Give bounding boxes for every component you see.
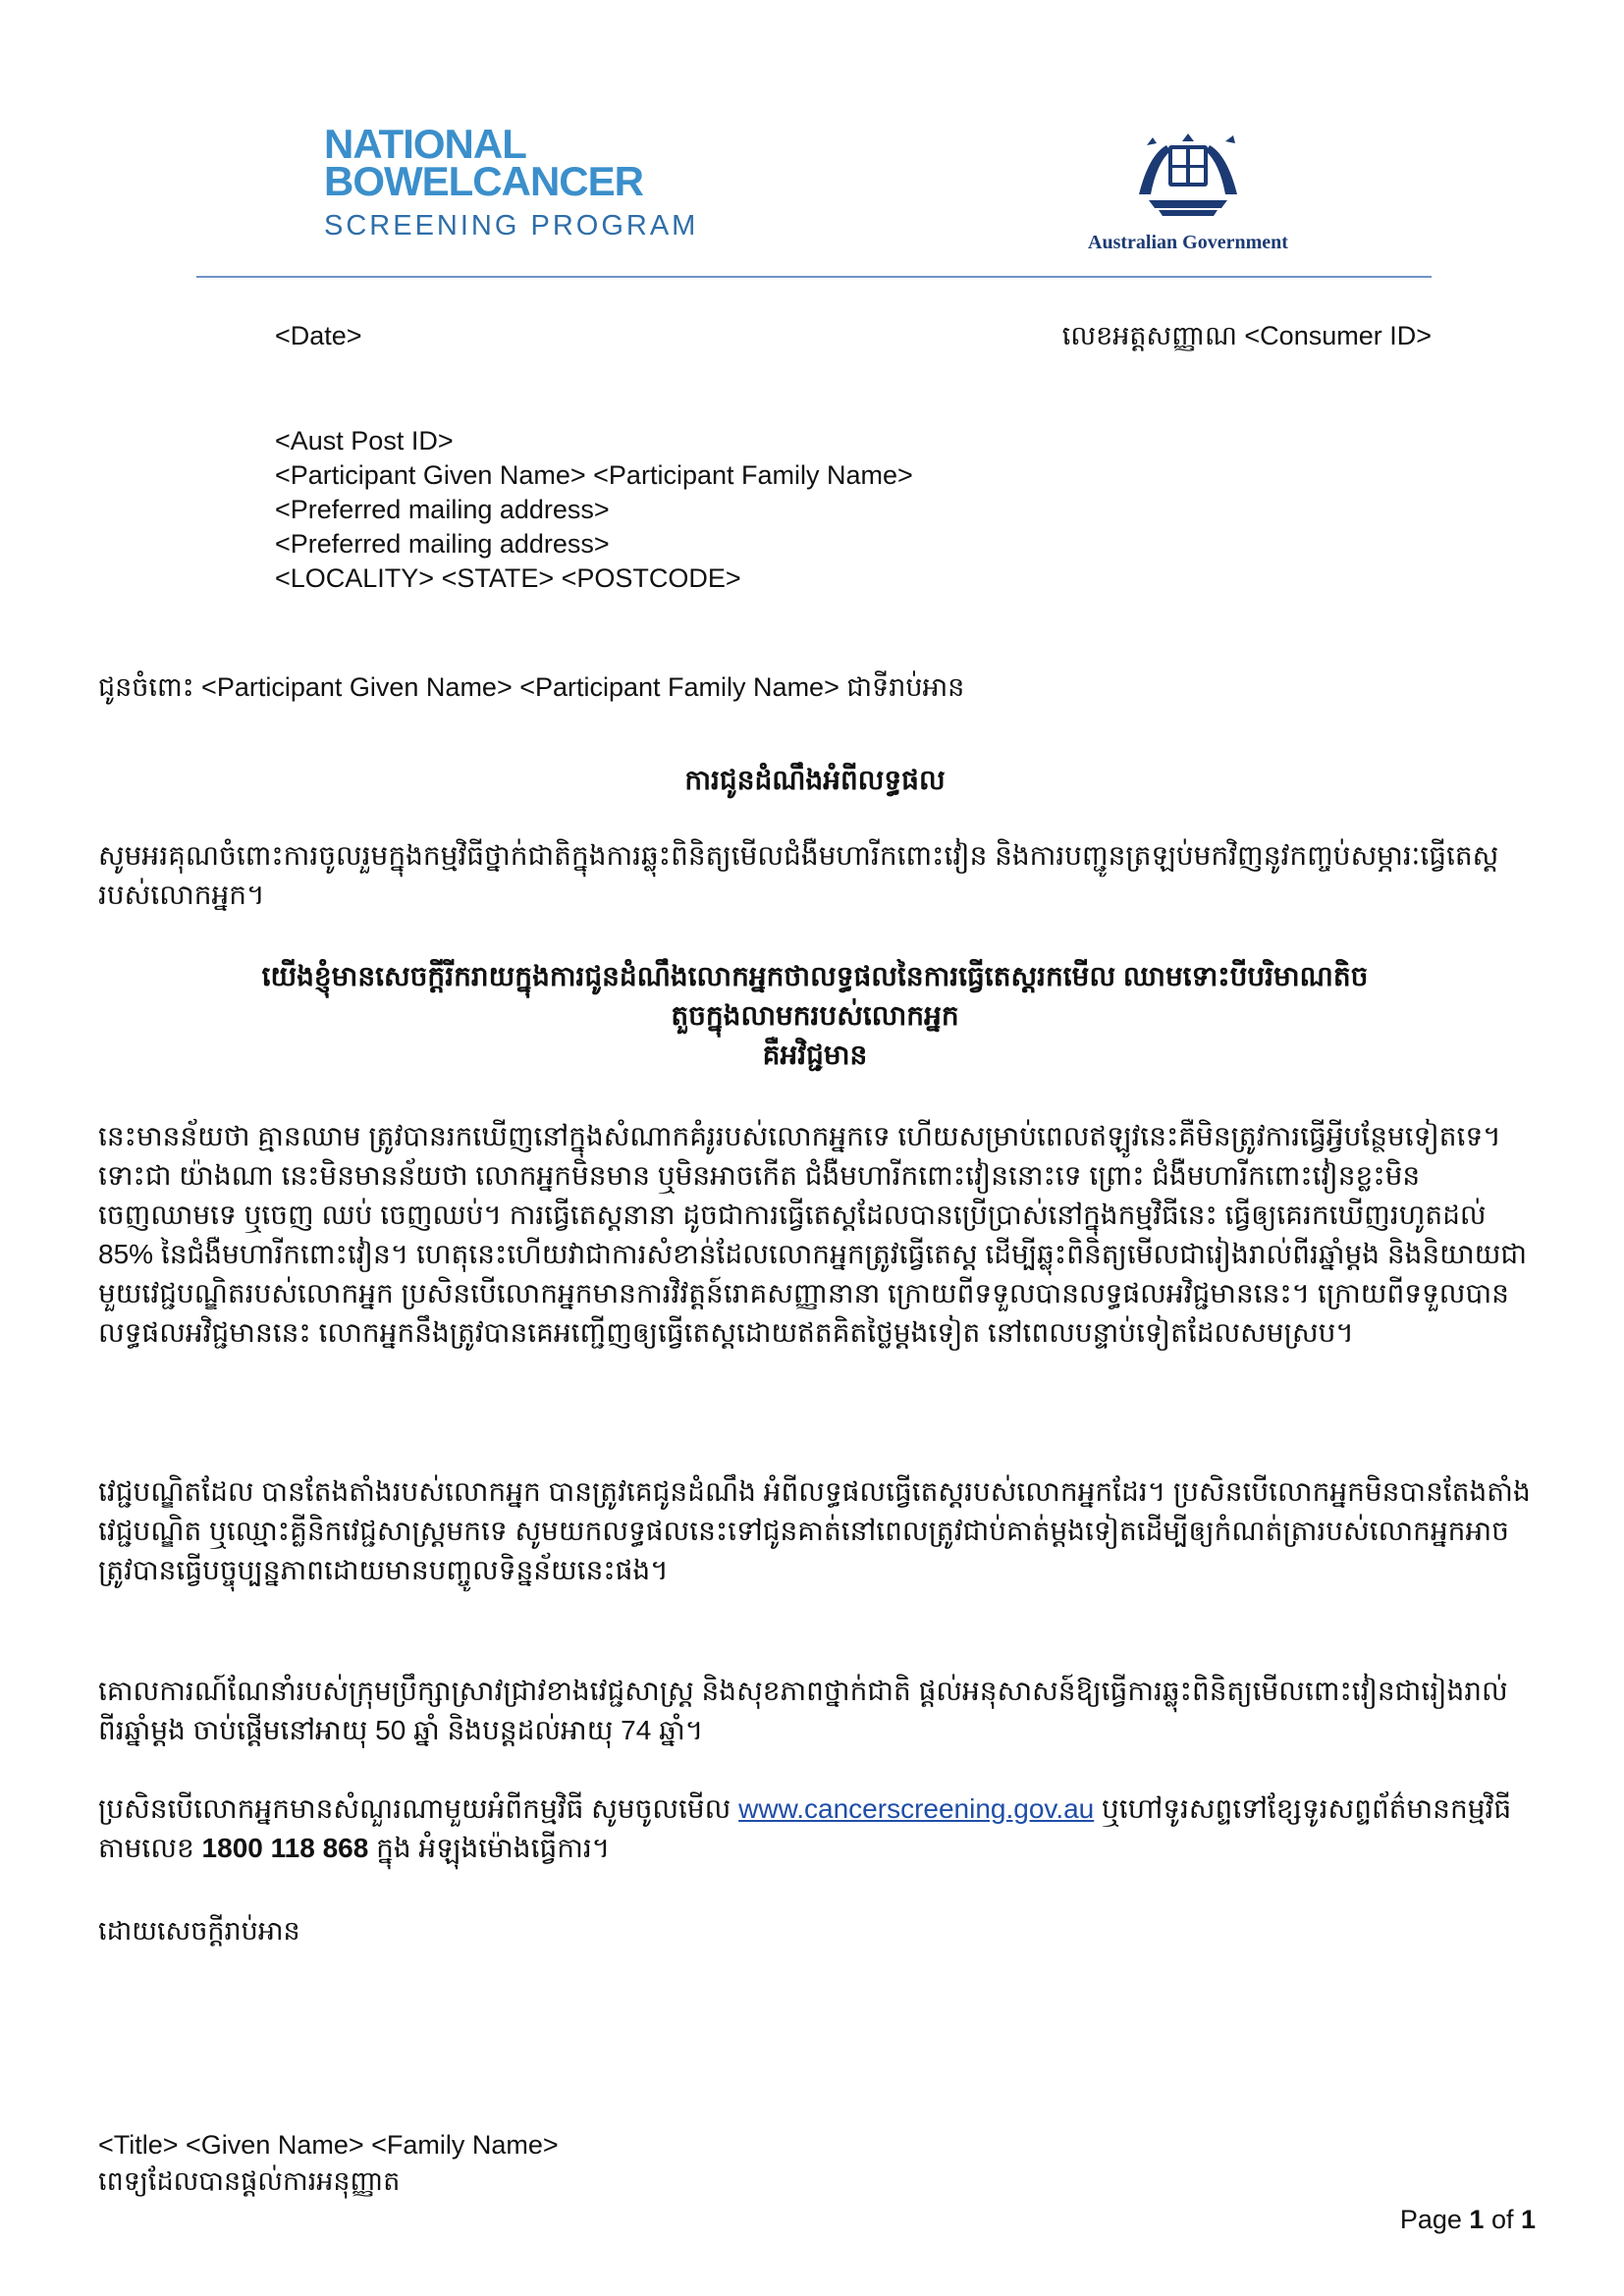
address-line: <Preferred mailing address> <box>275 495 610 524</box>
consumer-id: លេខអត្តសញ្ញាណ <Consumer ID> <box>1061 321 1432 350</box>
phone-number: 1800 118 868 <box>201 1833 369 1863</box>
result-explanation-paragraph: នេះមានន័យថា គ្មានឈាម ត្រូវបានរកឃើញនៅក្នុងសំណាកគំរូរបស់លោកអ្នកទេ ហើយសម្រាប់ពេលឥឡូវនេះគឺមិនត្រូវការធ្វើអ្វីបន្ថែមទៀតទេ។ ទោះជា យ៉ាងណា នេះមិនមានន័យថា លោកអ្នកមិនមាន ឬមិនអាចកើត ជំងឺមហារីកពោះវៀននោះទេ ព្រោះ ជំងឺមហារីកពោះវៀនខ្លះមិនចេញឈាមទេ ឬចេញ ឈប់ ចេញឈប់។ ការធ្វើតេស្តនានា ដូចជាការធ្វើតេស្តដែលបានប្រើប្រាស់នៅក្នុងកម្មវិធីនេះ ធ្វើឲ្យគេរកឃើញរហូតដល់ 85% នៃជំងឺមហារីកពោះវៀន។ ហេតុនេះហើយវាជាការសំខាន់ដែលលោកអ្នកត្រូវធ្វើតេស្ត ដើម្បីឆ្លុះពិនិត្យមើលជារៀងរាល់ពីរឆ្នាំម្តង និងនិយាយជាមួយវេជ្ជបណ្ឌិតរបស់លោកអ្នក ប្រសិនបើលោកអ្នកមានការវិវត្តន៍រោគសញ្ញានានា ក្រោយពីទទួលបានលទ្ធផលអវិជ្ជមាននេះ។ ក្រោយពីទទួលបានលទ្ធផលអវិជ្ជមាននេះ លោកអ្នកនឹងត្រូវបានគេអញ្ជើញឲ្យធ្វើតេស្តដោយឥតគិតថ្លៃម្តងទៀត នៅពេលបន្ទាប់ទៀតដែលសមស្រប។ <box>98 1121 1528 1348</box>
coat-of-arms-icon <box>1119 126 1257 224</box>
program-logo-line1: NATIONAL <box>324 121 526 167</box>
page-prefix: Page <box>1399 2205 1470 2234</box>
address-block <box>275 424 913 596</box>
address-line: <Participant Given Name> <Participant Family Name> <box>275 460 913 490</box>
contact-text-end: ក្នុង អំឡុងម៉ោងធ្វើការ។ <box>368 1833 611 1863</box>
address-line: <LOCALITY> <STATE> <POSTCODE> <box>275 563 741 593</box>
government-logo-text: Australian Government <box>1088 232 1288 253</box>
address-line: <Aust Post ID> <box>275 426 454 455</box>
page-mid: of <box>1484 2205 1521 2234</box>
result-line2: តួចក្នុងលាមករបស់លោកអ្នក <box>671 1000 959 1031</box>
program-logo-line2: BOWELCANCER <box>324 158 643 204</box>
contact-paragraph <box>98 1789 1532 1868</box>
result-line3: គឺអវិជ្ជមាន <box>762 1040 868 1070</box>
letter-heading: ការជូនដំណឹងអំពីលទ្ធផល <box>684 765 946 795</box>
result-statement <box>98 957 1532 1075</box>
date-field: <Date> <box>275 321 362 350</box>
intro-paragraph: សូមអរគុណចំពោះការចូលរួមក្នុងកម្មវិធីថ្នាក់ជាតិក្នុងការឆ្លុះពិនិត្យមើលជំងឺមហារីកពោះវៀន និងការបញ្ជូនត្រឡប់មកវិញនូវកញ្ចប់សម្ភារៈធ្វើតេស្តរបស់លោកអ្នក។ <box>98 840 1499 910</box>
header-divider <box>196 276 1432 278</box>
page-current: 1 <box>1469 2205 1485 2234</box>
contact-text-middle: ឬហៅទូរសព្ទទៅខ្សែទូរសព្ទព័ត៌មានកម្មវិធីតាមលេខ <box>98 1793 1512 1863</box>
program-logo <box>324 121 699 242</box>
signatory-name: <Title> <Given Name> <Family Name> <box>98 2130 559 2160</box>
doctor-notice-paragraph: វេជ្ជបណ្ឌិតដែល បានតែងតាំងរបស់លោកអ្នក បានត្រូវគេជូនដំណឹង អំពីលទ្ធផលធ្វើតេស្តរបស់លោកអ្នកដែរ។ ប្រសិនបើលោកអ្នកមិនបានតែងតាំងវេជ្ជបណ្ឌិត ឬឈ្មោះគ្លីនិកវេជ្ជសាស្រ្តមកទេ សូមយកលទ្ធផលនេះទៅជូនគាត់នៅពេលត្រូវជាប់គាត់ម្តងទៀតដើម្បីឲ្យកំណត់ត្រារបស់លោកអ្នកអាចត្រូវបានធ្វើបច្ចុប្បន្នភាពដោយមានបញ្ចូលទិន្នន័យនេះផង។ <box>98 1476 1531 1585</box>
government-logo <box>1060 126 1316 254</box>
guidelines-paragraph: គោលការណ៍ណែនាំរបស់ក្រុមប្រឹក្សាស្រាវជ្រាវខាងវេជ្ជសាស្ត្រ និងសុខភាពថ្នាក់ជាតិ ផ្តល់អនុសាសន៍ឱ្យធ្វើការឆ្លុះពិនិត្យមើលពោះវៀនជារៀងរាល់ពីរឆ្នាំម្តង ចាប់ផ្តើមនៅអាយុ 50 ឆ្នាំ និងបន្តដល់អាយុ 74 ឆ្នាំ។ <box>98 1676 1508 1745</box>
address-line: <Preferred mailing address> <box>275 529 610 559</box>
page-number <box>1400 2205 1536 2235</box>
closing: ដោយសេចក្តីរាប់អាន <box>98 1916 300 1946</box>
contact-text-start: ប្រសិនបើលោកអ្នកមានសំណួរណាមួយអំពីកម្មវិធី សូមចូលមើល <box>98 1793 739 1824</box>
signatory-role: ពេទ្យដែលបានផ្តល់ការអនុញ្ញាត <box>98 2166 401 2196</box>
salutation: ជូនចំពោះ <Participant Given Name> <Participant Family Name> ជាទីរាប់អាន <box>98 672 965 702</box>
page-total: 1 <box>1520 2205 1536 2234</box>
website-link[interactable]: www.cancerscreening.gov.au <box>738 1793 1095 1824</box>
result-line1: យើងខ្ញុំមានសេចក្តីរីករាយក្នុងការជូនដំណឹងលោកអ្នកថាលទ្ធផលនៃការធ្វើតេស្តរកមើល ឈាមទោះបីបរិមាណតិច <box>261 961 1369 991</box>
program-logo-line3: SCREENING PROGRAM <box>324 210 699 241</box>
